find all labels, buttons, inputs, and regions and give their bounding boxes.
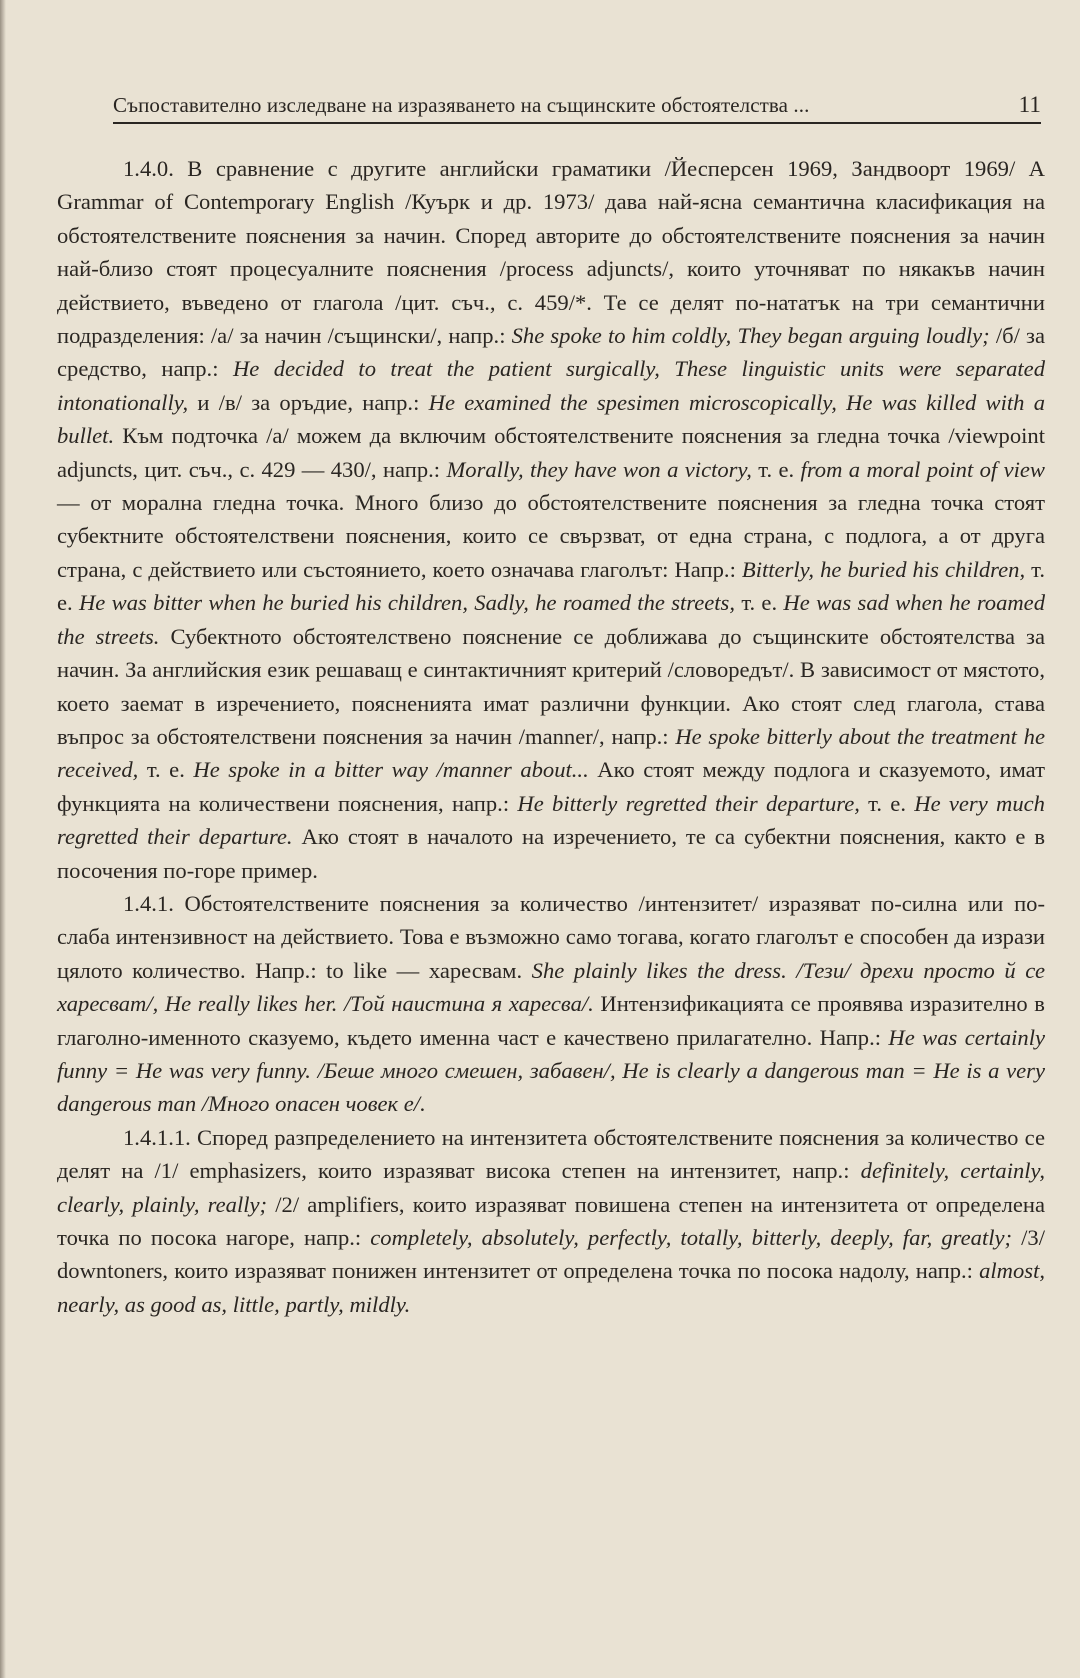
italic-example-run: almost, nearly, as good as, little, partly, mildly. <box>57 1258 1045 1317</box>
italic-example-run: He very much regretted their departure. <box>57 790 1045 850</box>
header-rule <box>113 122 1041 124</box>
text-run: /3/ downtoners, които изразяват понижен интензитет от определена точка по посока надолу, напр.: <box>57 1225 1046 1284</box>
body-text <box>57 152 1045 1321</box>
text-run: 1.4.1. Обстоятелствените пояснения за количество /интензитет/ изразяват по-силна или по-слаба интензивност на действието. Това е възможно само тогава, когато глаголът е способен да изрази цялото количество. Напр.: to like — харесвам. <box>57 890 1045 983</box>
running-head-title: Съпоставително изследване на изразяването на същинските обстоятелства ... <box>113 93 810 117</box>
italic-example-run: He decided to treat the patient surgically, These linguistic units were separated intonationally, <box>57 356 1046 415</box>
text-run: и /в/ за оръдие, напр.: <box>188 389 429 415</box>
page-number: 11 <box>1018 92 1041 117</box>
italic-example-run: from a moral point of view <box>800 456 1045 482</box>
text-run: 1.4.1.1. Според разпределението на интензитета обстоятелствените пояснения за количество се делят на /1/ emphasizers, които изразяват висока степен на интензитет, напр.: <box>57 1124 1045 1184</box>
italic-example-run: He was sad when he roamed the streets. <box>57 590 1046 649</box>
paragraph-1-4-0 <box>57 152 1045 887</box>
text-run: Ако стоят в началото на изречението, те са субектни пояснения, както е в посочения по-горе пример. <box>57 824 1045 883</box>
italic-example-run: Bitterly, he buried his children, <box>741 556 1026 582</box>
italic-example-run: He examined the spesimen microscopically, He was killed with a bullet. <box>57 389 1045 449</box>
text-run: Към подточка /а/ можем да включим обстоятелствените пояснения за гледна точка /viewpoint adjuncts, цит. съч., с. 429 — 430/, напр.: <box>57 423 1045 482</box>
book-spine-shadow <box>0 0 6 1678</box>
italic-example-run: She plainly likes the dress. /Тези/ дрехи просто й се харесват/, He really likes her. /Той наистина я харесва/. <box>57 957 1045 1017</box>
text-run: — от морална гледна точка. Много близо до обстоятелствените пояснения за гледна точка стоят субектните обстоятелствени пояснения, които се свързват, от една страна, с подлога, а от друга страна, с действието или състоянието, което означава глаголът: Напр.: <box>57 490 1045 582</box>
running-head <box>113 92 1041 118</box>
text-run: Субектното обстоятелствено пояснение се доближава до същинските обстоятелства за начин. За английския език решаващ е синтактичният критерий /словоредът/. В зависимост от мястото, което заемат в изречението, поясненията имат различни функции. Ако стоят след глагола, става въпрос за обстоятелствени пояснения за начин /manner/, напр.: <box>57 623 1045 749</box>
paragraph-1-4-1-1 <box>57 1121 1045 1321</box>
text-run: т. е. <box>735 590 784 616</box>
italic-example-run: He was certainly funny = He was very funny. /Беше много смешен, забавен/, He is clearly a dangerous man = He is a very dangerous man /Много опасен човек е/. <box>57 1024 1046 1117</box>
text-run: Ако стоят между подлога и сказуемото, имат функцията на количествени пояснения, напр.: <box>57 757 1045 816</box>
text-run: 1.4.0. В сравнение с другите английски граматики /Йесперсен 1969, Зандвоорт 1969/ A Grammar of Contemporary English /Куърк и др. 1973/ дава най-ясна семантична класификация на обстоятелствените пояснения за начин. Според авторите до обстоятелствените пояснения за начин най-близо стоят процесуалните пояснения /process adjuncts/, които уточняват по някакъв начин действието, въведено от глагола /цит. съч., с. 459/ <box>57 156 1045 315</box>
italic-example-run: completely, absolutely, perfectly, totally, bitterly, deeply, far, greatly; <box>370 1225 1013 1250</box>
text-run: * <box>574 289 587 315</box>
text-run: т. е. <box>57 556 1045 616</box>
text-run: т. е. <box>751 456 801 482</box>
italic-example-run: He spoke bitterly about the treatment he received, <box>57 723 1046 783</box>
italic-example-run: He spoke in a bitter way /manner about... <box>193 757 589 783</box>
text-run: . Те се делят по-нататък на три семантични подразделения: /а/ за начин /същински/, напр.: <box>57 289 1045 349</box>
paragraph-1-4-1 <box>57 887 1045 1121</box>
text-run: т. е. <box>859 790 915 816</box>
italic-example-run: He was bitter when he buried his children, Sadly, he roamed the streets, <box>78 590 736 616</box>
text-run: /б/ за средство, напр.: <box>57 323 1045 382</box>
text-run: Интензификацията се проявява изразително в глаголно-именното сказуемо, където именна част е качествено прилагателно. Напр.: <box>57 991 1045 1050</box>
text-run: т. е. <box>138 757 194 783</box>
text-run: /2/ amplifiers, които изразяват повишена степен на интензитета от определена точка по посока нагоре, напр.: <box>57 1191 1045 1250</box>
italic-example-run: He bitterly regretted their departure, <box>517 790 860 816</box>
italic-example-run: definitely, certainly, clearly, plainly, really; <box>57 1158 1045 1217</box>
italic-example-run: She spoke to him coldly, They began arguing loudly; <box>511 323 990 349</box>
italic-example-run: Morally, they have won a victory, <box>446 456 752 482</box>
